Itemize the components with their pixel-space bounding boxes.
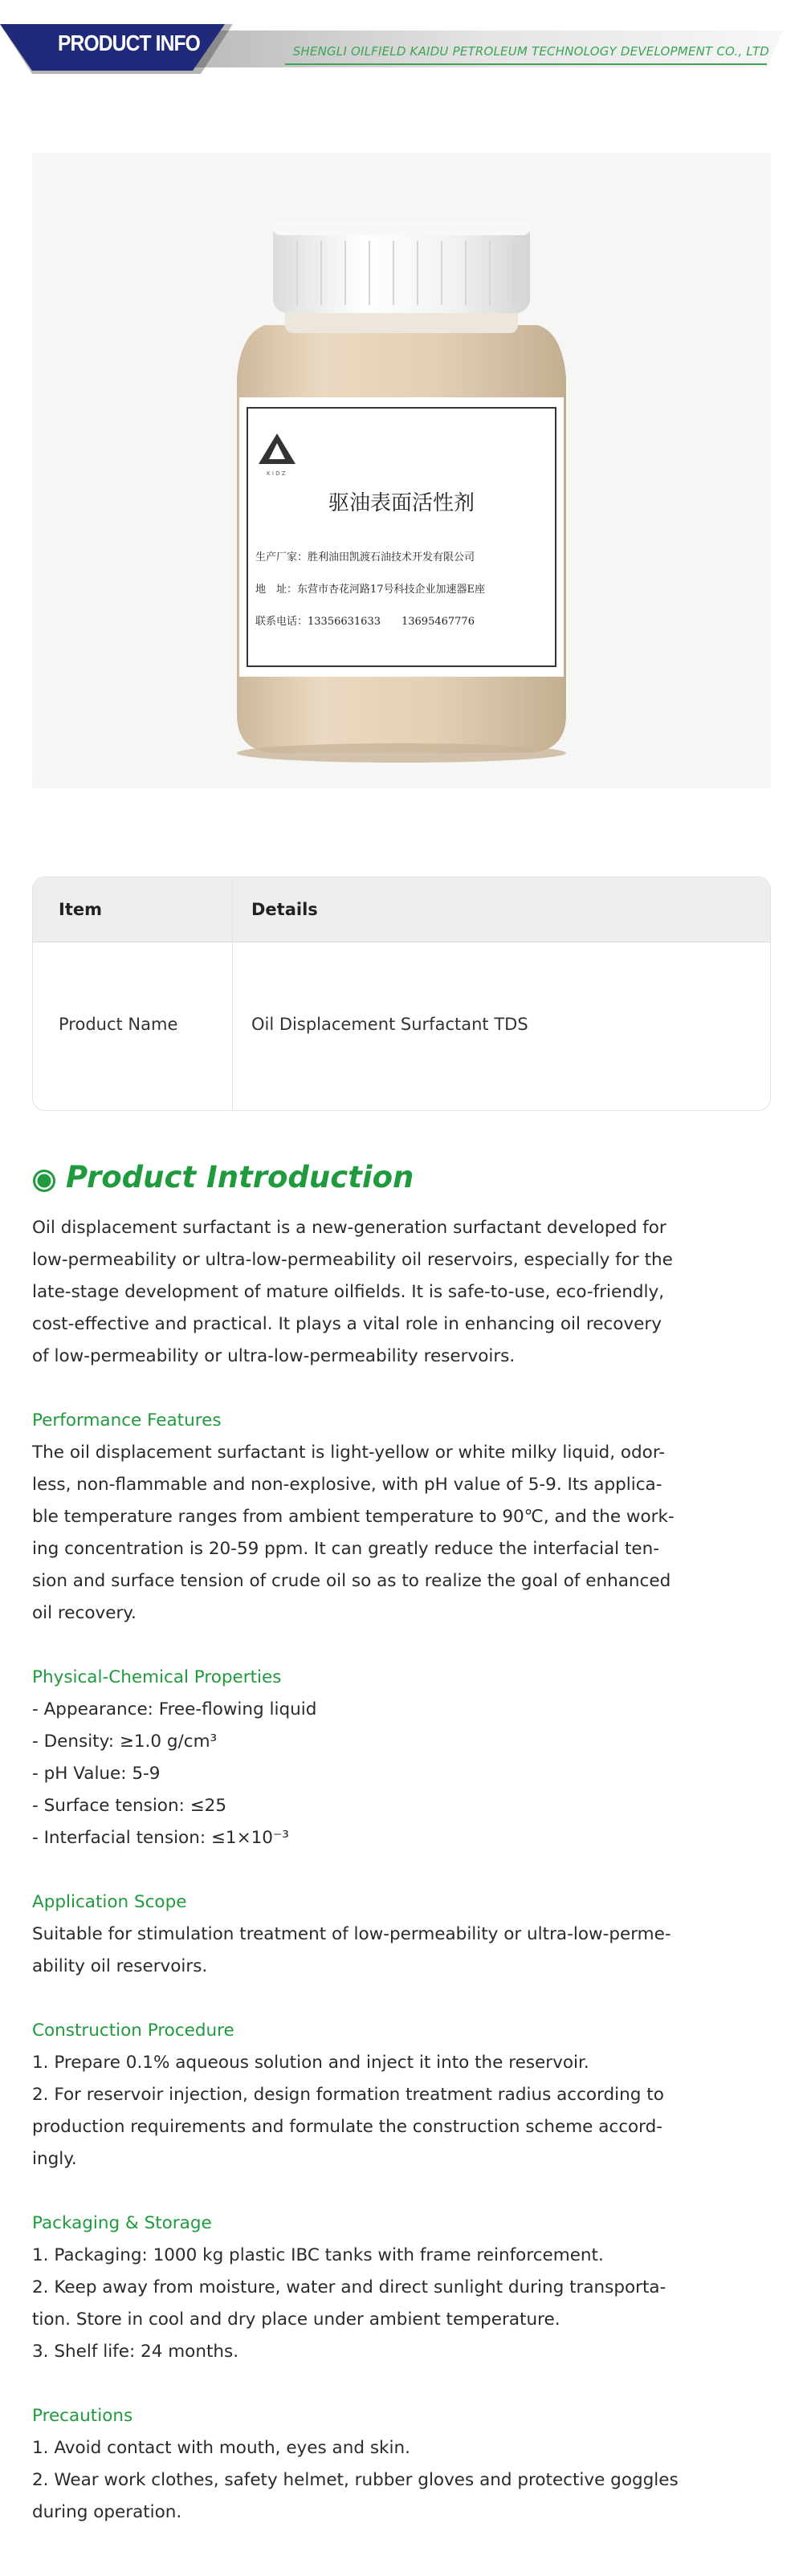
intro-paragraph bbox=[32, 1212, 771, 1373]
section-line: tion. Store in cool and dry place under ambient temperature. bbox=[32, 2309, 560, 2330]
label-brand: K I D Z bbox=[267, 470, 286, 477]
table-header-row bbox=[33, 877, 770, 942]
content-body bbox=[32, 1212, 771, 2529]
label-product-name: 驱油表面活性剂 bbox=[328, 491, 475, 515]
intro-line: Oil displacement surfactant is a new-generation surfactant developed for bbox=[32, 1218, 666, 1238]
product-photo bbox=[32, 153, 771, 788]
intro-line: late-stage development of mature oilfields. It is safe-to-use, eco-friendly, bbox=[32, 1282, 665, 1302]
section-line: - Surface tension: ≤25 bbox=[32, 1796, 227, 1816]
content-section bbox=[32, 2208, 771, 2368]
header-item: Item bbox=[59, 900, 102, 919]
sections bbox=[32, 1405, 771, 2529]
banner-title: PRODUCT INFO bbox=[58, 31, 200, 55]
row-value: Oil Displacement Surfactant TDS bbox=[251, 1015, 528, 1034]
section-line: - Appearance: Free-flowing liquid bbox=[32, 1699, 317, 1719]
section-line: - pH Value: 5-9 bbox=[32, 1764, 161, 1784]
content-section bbox=[32, 1886, 771, 1983]
content-section bbox=[32, 2015, 771, 2175]
content-section bbox=[32, 1662, 771, 1854]
intro-line: cost-effective and practical. It plays a vital role in enhancing oil recovery bbox=[32, 1314, 662, 1334]
content-section bbox=[32, 1405, 771, 1630]
company-name: SHENGLI OILFIELD KAIDU PETROLEUM TECHNOLOGY DEVELOPMENT CO., LTD bbox=[292, 44, 769, 59]
section-line: sion and surface tension of crude oil so as to realize the goal of enhanced bbox=[32, 1571, 671, 1591]
section-line: 2. Wear work clothes, safety helmet, rubber gloves and protective goggles bbox=[32, 2470, 679, 2490]
section-line: ability oil reservoirs. bbox=[32, 1956, 208, 1976]
intro-line: low-permeability or ultra-low-permeability oil reservoirs, especially for the bbox=[32, 1250, 673, 1270]
column-divider bbox=[232, 877, 233, 942]
bottle-image bbox=[32, 153, 771, 788]
section-line: 2. Keep away from moisture, water and direct sunlight during transporta- bbox=[32, 2277, 666, 2297]
section-line: ingly. bbox=[32, 2149, 77, 2169]
section-line: - Density: ≥1.0 g/cm³ bbox=[32, 1732, 218, 1752]
label-address: 地 址：东营市杏花河路17号科技企业加速器E座 bbox=[255, 584, 486, 596]
section-line: Suitable for stimulation treatment of low-permeability or ultra-low-perme- bbox=[32, 1924, 671, 1944]
header-details: Details bbox=[251, 900, 318, 919]
label-manufacturer: 生产厂家：胜利油田凯渡石油技术开发有限公司 bbox=[255, 551, 475, 564]
section-title: Performance Features bbox=[32, 1410, 222, 1430]
spec-table bbox=[32, 877, 771, 1111]
section-line: production requirements and formulate the construction scheme accord- bbox=[32, 2117, 663, 2137]
section-title: Application Scope bbox=[32, 1892, 187, 1912]
intro-title: Product Introduction bbox=[66, 1160, 414, 1194]
section-line: oil recovery. bbox=[32, 1603, 137, 1623]
section-line: 1. Packaging: 1000 kg plastic IBC tanks with frame reinforcement. bbox=[32, 2245, 604, 2265]
section-title: Packaging & Storage bbox=[32, 2213, 212, 2233]
section-line: - Interfacial tension: ≤1×10⁻³ bbox=[32, 1828, 289, 1848]
intro-line: of low-permeability or ultra-low-permeability reservoirs. bbox=[32, 1346, 516, 1366]
section-line: ing concentration is 20-59 ppm. It can greatly reduce the interfacial ten- bbox=[32, 1539, 660, 1559]
section-line: less, non-flammable and non-explosive, with pH value of 5-9. Its applica- bbox=[32, 1475, 662, 1495]
section-line: 2. For reservoir injection, design formation treatment radius according to bbox=[32, 2085, 664, 2105]
section-title: Construction Procedure bbox=[32, 2021, 234, 2041]
section-line: during operation. bbox=[32, 2502, 182, 2522]
row-label: Product Name bbox=[59, 1015, 178, 1034]
section-line: 3. Shelf life: 24 months. bbox=[32, 2342, 239, 2362]
section-line: The oil displacement surfactant is light-yellow or white milky liquid, odor- bbox=[32, 1443, 666, 1463]
section-line: 1. Prepare 0.1% aqueous solution and inject it into the reservoir. bbox=[32, 2053, 589, 2073]
label-phone: 联系电话：13356631633 13695467776 bbox=[255, 616, 475, 628]
green-bullet-icon bbox=[32, 1169, 56, 1193]
section-title: Precautions bbox=[32, 2406, 133, 2426]
content-section bbox=[32, 2400, 771, 2529]
section-line: ble temperature ranges from ambient temperature to 90℃, and the work- bbox=[32, 1507, 675, 1527]
header-banner bbox=[0, 0, 803, 80]
table-row bbox=[33, 942, 770, 1109]
column-divider bbox=[232, 942, 233, 1109]
section-line: 1. Avoid contact with mouth, eyes and skin. bbox=[32, 2438, 410, 2458]
section-title: Physical-Chemical Properties bbox=[32, 1667, 282, 1687]
